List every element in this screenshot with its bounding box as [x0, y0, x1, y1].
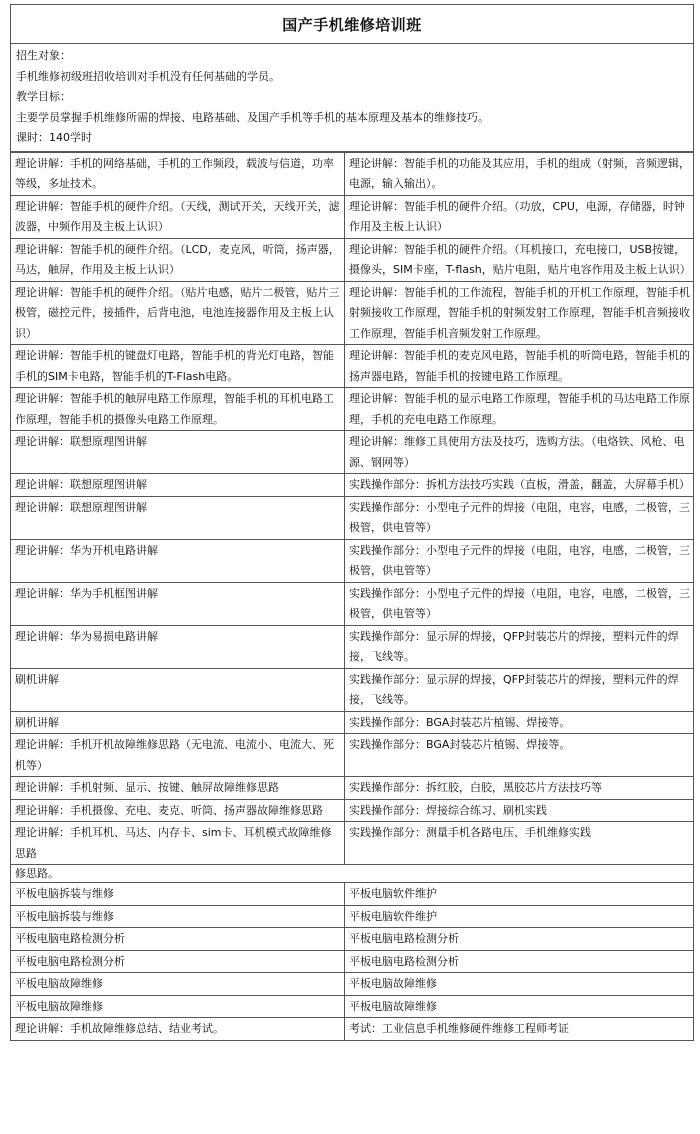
- session-left-cell: 理论讲解：手机摄像、充电、麦克、听筒、扬声器故障维修思路: [11, 799, 345, 822]
- session-left-cell: 理论讲解：智能手机的触屏电路工作原理，智能手机的耳机电路工作原理，智能手机的摄像头电路工作原理。: [11, 388, 345, 431]
- session-right-cell: 理论讲解：智能手机的显示电路工作原理，智能手机的马达电路工作原理，手机的充电电路工作原理。: [345, 388, 694, 431]
- session-left-cell: 理论讲解：手机射频、显示、按键、触屏故障维修思路: [11, 777, 345, 800]
- session-left-cell: 理论讲解：智能手机的硬件介绍。（天线，测试开关，天线开关，滤波器，中频作用及主板上认识）: [11, 195, 345, 238]
- session-left-cell: 平板电脑拆装与维修: [11, 905, 345, 928]
- session-right-cell: 实践操作部分：测量手机各路电压、手机维修实践: [345, 822, 694, 865]
- table-row: [11, 1018, 694, 1041]
- session-left-cell: 理论讲解：手机故障维修总结、结业考试。: [11, 1018, 345, 1041]
- table-row: [11, 152, 694, 195]
- table-row: [11, 388, 694, 431]
- table-row: [11, 238, 694, 281]
- session-left-cell: 平板电脑电路检测分析: [11, 950, 345, 973]
- session-left-cell: 理论讲解：手机开机故障维修思路（无电流、电流小、电流大、死机等）: [11, 734, 345, 777]
- table-row: [11, 281, 694, 345]
- session-right-cell: 考试：工业信息手机维修硬件维修工程师考证: [345, 1018, 694, 1041]
- table-row: [11, 995, 694, 1018]
- table-row: [11, 950, 694, 973]
- table-row: [11, 777, 694, 800]
- table-row: [11, 734, 694, 777]
- table-row: [11, 928, 694, 951]
- table-row: [11, 582, 694, 625]
- table-row: [11, 905, 694, 928]
- intro-line: 手机维修初级班招收培训对手机没有任何基础的学员。: [16, 69, 280, 83]
- document-title: 国产手机维修培训班: [10, 4, 694, 44]
- session-right-cell: 理论讲解：智能手机的工作流程，智能手机的开机工作原理，智能手机射频接收工作原理，智能手机的射频发射工作原理，智能手机音频接收工作原理，智能手机音频发射工作原理。: [345, 281, 694, 345]
- session-left-cell: 理论讲解：联想原理图讲解: [11, 474, 345, 497]
- session-right-cell: 实践操作部分：小型电子元件的焊接（电阻，电容，电感，二极管，三极管，供电管等）: [345, 496, 694, 539]
- session-left-cell: 理论讲解：华为易损电路讲解: [11, 625, 345, 668]
- table-row: [11, 539, 694, 582]
- session-right-cell: 实践操作部分：小型电子元件的焊接（电阻，电容，电感，二极管，三极管，供电管等）: [345, 539, 694, 582]
- table-row: [11, 625, 694, 668]
- intro-line: 招生对象：: [16, 49, 71, 62]
- session-right-cell: 实践操作部分：BGA封装芯片植锡、焊接等。: [345, 711, 694, 734]
- session-right-cell: 理论讲解：智能手机的功能及其应用，手机的组成（射频，音频逻辑，电源，输入输出）。: [345, 152, 694, 195]
- session-left-cell: 理论讲解：华为开机电路讲解: [11, 539, 345, 582]
- table-row: [11, 431, 694, 474]
- session-right-cell: 理论讲解：维修工具使用方法及技巧，选购方法。（电烙铁、风枪、电源、钢网等）: [345, 431, 694, 474]
- session-left-cell: 平板电脑故障维修: [11, 995, 345, 1018]
- table-row: [11, 822, 694, 865]
- session-right-cell: 平板电脑故障维修: [345, 973, 694, 996]
- session-left-cell: 平板电脑拆装与维修: [11, 883, 345, 906]
- session-left-cell: 理论讲解：华为手机框图讲解: [11, 582, 345, 625]
- course-document: [10, 4, 694, 1041]
- carryover-note: 修思路。: [10, 865, 694, 882]
- session-right-cell: 理论讲解：智能手机的硬件介绍。（耳机接口，充电接口，USB按键，摄像头，SIM卡座，T-flash，贴片电阻，贴片电容作用及主板上认识）: [345, 238, 694, 281]
- table-row: [11, 711, 694, 734]
- session-right-cell: 平板电脑电路检测分析: [345, 950, 694, 973]
- intro-line: 教学目标：: [16, 90, 71, 103]
- table-row: [11, 973, 694, 996]
- session-right-cell: 实践操作部分：显示屏的焊接，QFP封装芯片的焊接，塑料元件的焊接，飞线等。: [345, 668, 694, 711]
- session-left-cell: 理论讲解：联想原理图讲解: [11, 431, 345, 474]
- intro-section: [10, 44, 694, 152]
- session-right-cell: 平板电脑故障维修: [345, 995, 694, 1018]
- session-left-cell: 理论讲解：手机耳机、马达、内存卡、sim卡、耳机模式故障维修思路: [11, 822, 345, 865]
- session-right-cell: 平板电脑软件维护: [345, 883, 694, 906]
- session-left-cell: 平板电脑电路检测分析: [11, 928, 345, 951]
- session-right-cell: 实践操作部分：小型电子元件的焊接（电阻，电容，电感，二极管，三极管，供电管等）: [345, 582, 694, 625]
- table-row: [11, 799, 694, 822]
- schedule-table: [10, 152, 694, 866]
- table-row: [11, 883, 694, 906]
- session-right-cell: 实践操作部分：拆红胶，白胶，黑胶芯片方法技巧等: [345, 777, 694, 800]
- session-left-cell: 理论讲解：智能手机的键盘灯电路，智能手机的背光灯电路，智能手机的SIM卡电路，智能手机的T-Flash电路。: [11, 345, 345, 388]
- tablet-table: [10, 882, 694, 1041]
- intro-line: 课时：140学时: [16, 131, 92, 144]
- table-row: [11, 474, 694, 497]
- session-left-cell: 平板电脑故障维修: [11, 973, 345, 996]
- table-row: [11, 496, 694, 539]
- session-right-cell: 实践操作部分：拆机方法技巧实践（直板，滑盖，翻盖，大屏幕手机）: [345, 474, 694, 497]
- intro-line: 主要学员掌握手机维修所需的焊接、电路基础、及国产手机等手机的基本原理及基本的维修技巧。: [16, 110, 489, 124]
- session-left-cell: 理论讲解：联想原理图讲解: [11, 496, 345, 539]
- session-right-cell: 实践操作部分：焊接综合练习、刷机实践: [345, 799, 694, 822]
- session-right-cell: 平板电脑电路检测分析: [345, 928, 694, 951]
- session-left-cell: 刷机讲解: [11, 668, 345, 711]
- session-right-cell: 实践操作部分：显示屏的焊接，QFP封装芯片的焊接，塑料元件的焊接，飞线等。: [345, 625, 694, 668]
- table-row: [11, 668, 694, 711]
- session-right-cell: 理论讲解：智能手机的硬件介绍。（功放，CPU，电源，存储器，时钟作用及主板上认识）: [345, 195, 694, 238]
- session-right-cell: 实践操作部分：BGA封装芯片植锡、焊接等。: [345, 734, 694, 777]
- session-left-cell: 理论讲解：智能手机的硬件介绍。（LCD，麦克风，听筒，扬声器，马达，触屏，作用及主板上认识）: [11, 238, 345, 281]
- session-right-cell: 平板电脑软件维护: [345, 905, 694, 928]
- session-left-cell: 刷机讲解: [11, 711, 345, 734]
- session-right-cell: 理论讲解：智能手机的麦克风电路，智能手机的听筒电路，智能手机的扬声器电路，智能手机的按键电路工作原理。: [345, 345, 694, 388]
- session-left-cell: 理论讲解：手机的网络基础，手机的工作频段，载波与信道，功率等级，多址技术。: [11, 152, 345, 195]
- session-left-cell: 理论讲解：智能手机的硬件介绍。（贴片电感，贴片二极管，贴片三极管，磁控元件，接插件，后背电池，电池连接器作用及主板上认识）: [11, 281, 345, 345]
- table-row: [11, 195, 694, 238]
- table-row: [11, 345, 694, 388]
